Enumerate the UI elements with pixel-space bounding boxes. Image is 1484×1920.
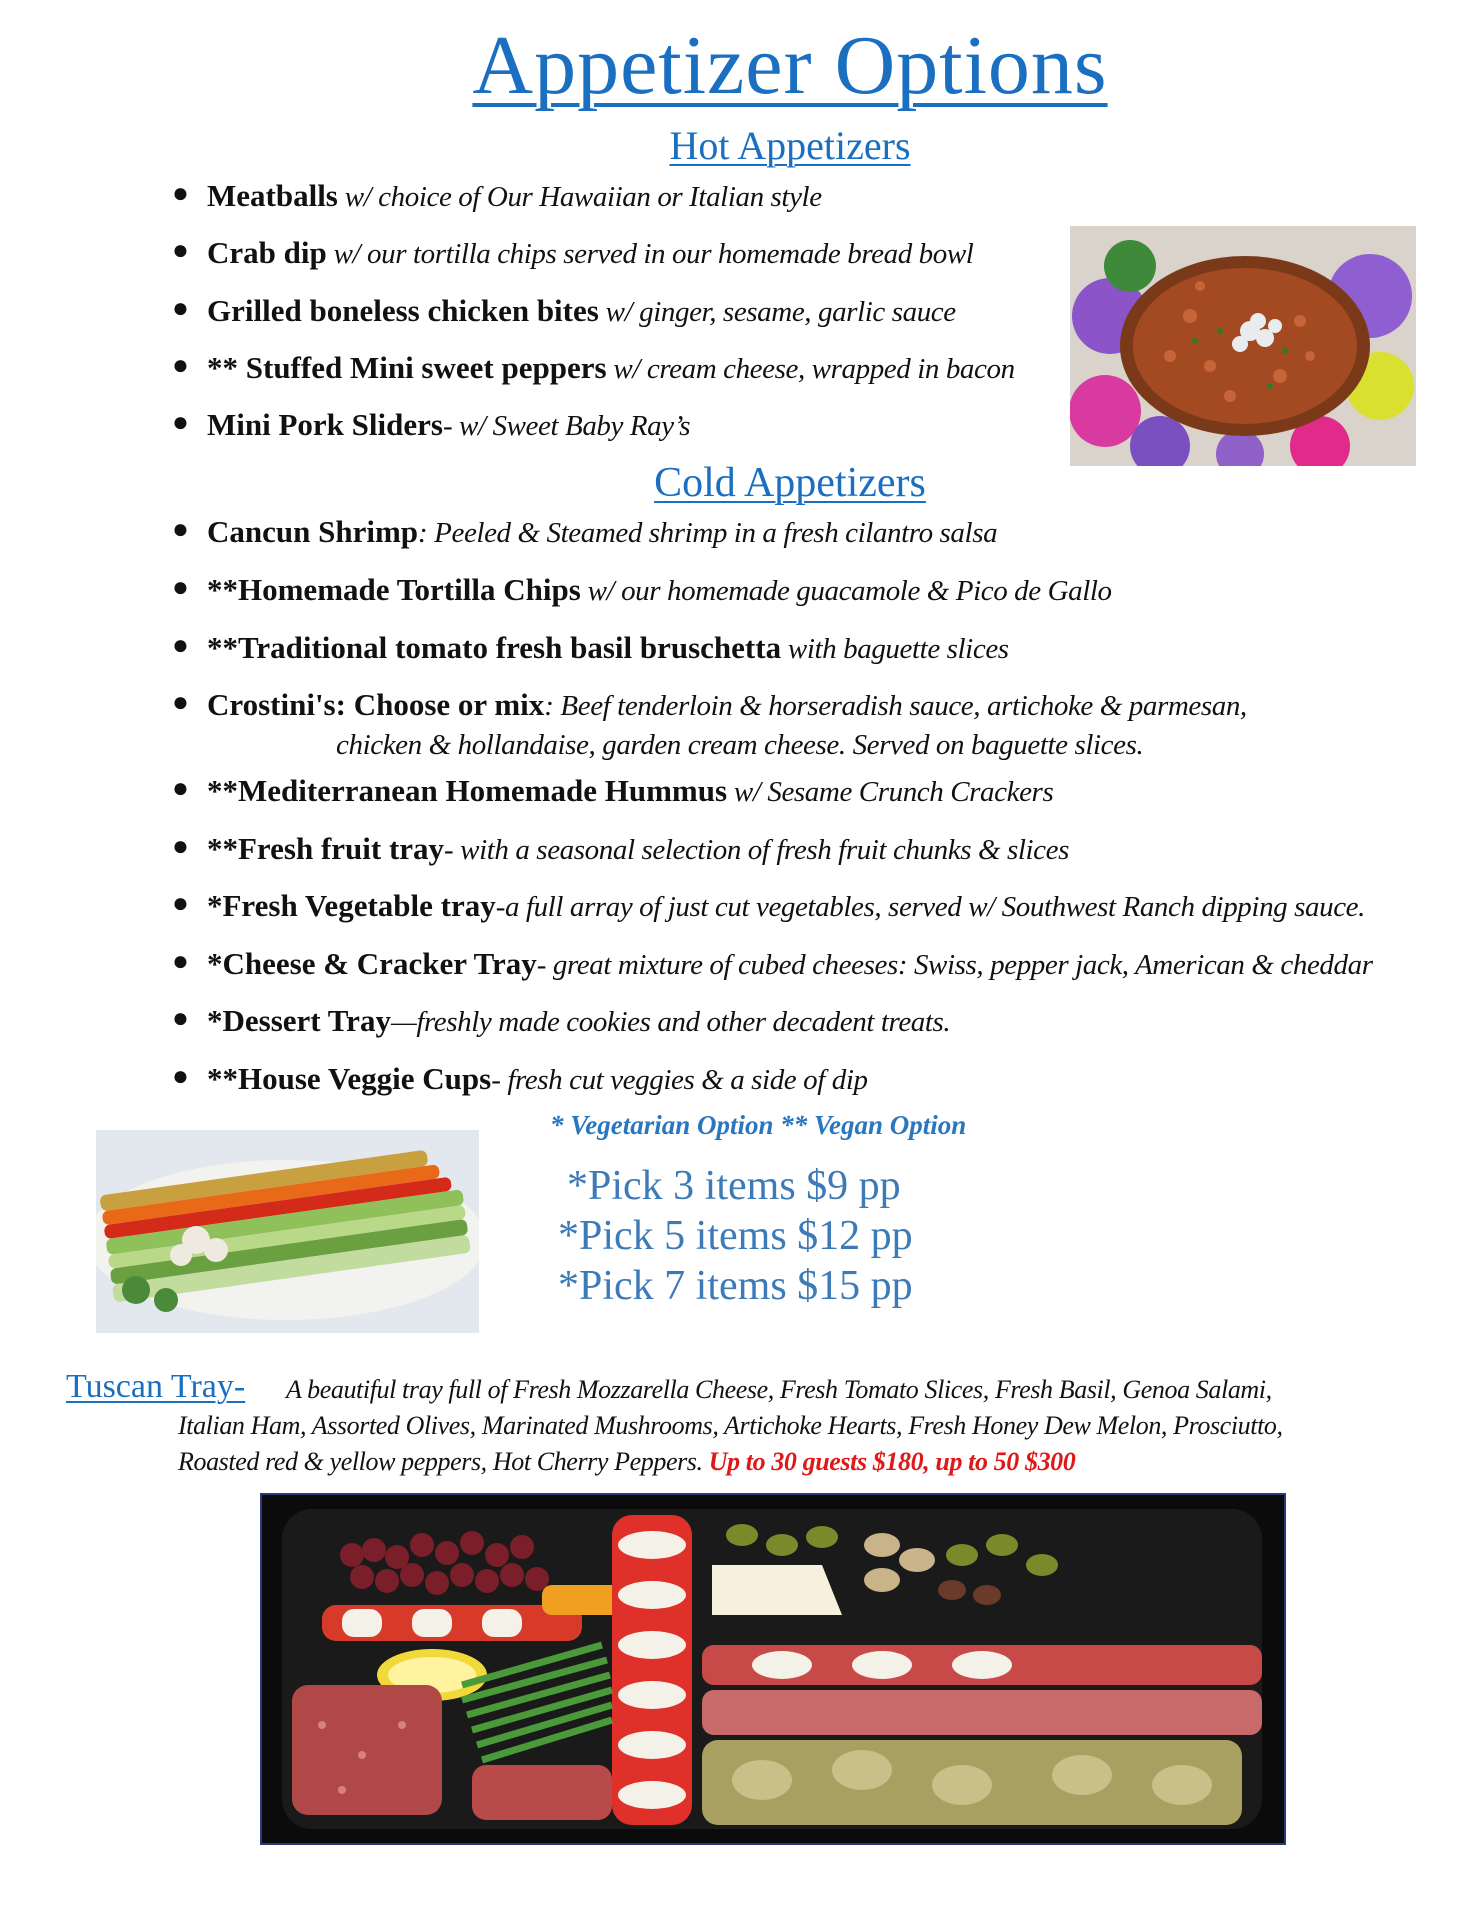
list-item-continuation: chicken & hollandaise, garden cream cheese. Served on baguette slices. — [336, 729, 1144, 761]
dietary-legend: * Vegetarian Option ** Vegan Option — [550, 1110, 967, 1140]
bullet-icon: ● — [172, 687, 189, 718]
page-title: Appetizer Options — [472, 19, 1108, 112]
tuscan-tray-description: Roasted red & yellow peppers, Hot Cherry Peppers. Up to 30 guests $180, up to 50 $300 — [178, 1447, 1076, 1476]
tuscan-tray-photo — [260, 1493, 1286, 1845]
tuscan-tray-description: A beautiful tray full of Fresh Mozzarella Cheese, Fresh Tomato Slices, Fresh Basil, Genoa Salami, — [286, 1375, 1272, 1404]
cold-appetizers-heading: Cold Appetizers — [654, 460, 926, 506]
bullet-icon: ● — [172, 1061, 189, 1092]
bullet-icon: ● — [172, 514, 189, 545]
tuscan-tray-price: Up to 30 guests $180, up to 50 $300 — [708, 1447, 1076, 1476]
bullet-icon: ● — [172, 293, 189, 324]
bullet-icon: ● — [172, 773, 189, 804]
bullet-icon: ● — [172, 630, 189, 661]
tuscan-tray-heading: Tuscan Tray- — [66, 1368, 246, 1405]
bullet-icon: ● — [172, 407, 189, 438]
bullet-icon: ● — [172, 888, 189, 919]
bullet-icon: ● — [172, 572, 189, 603]
tuscan-tray-description: Italian Ham, Assorted Olives, Marinated Mushrooms, Artichoke Hearts, Fresh Honey Dew Melon, Prosciutto, — [178, 1411, 1283, 1440]
vegetable-tray-photo — [96, 1130, 479, 1333]
bullet-icon: ● — [172, 350, 189, 381]
pricing-tier: *Pick 3 items $9 pp — [567, 1163, 901, 1209]
bullet-icon: ● — [172, 178, 189, 209]
bullet-icon: ● — [172, 831, 189, 862]
bullet-icon: ● — [172, 946, 189, 977]
hot-appetizers-heading: Hot Appetizers — [669, 123, 911, 168]
pricing-tier: *Pick 5 items $12 pp — [558, 1213, 913, 1259]
bullet-icon: ● — [172, 235, 189, 266]
shrimp-salsa-photo — [1070, 226, 1416, 466]
bullet-icon: ● — [172, 1003, 189, 1034]
pricing-tier: *Pick 7 items $15 pp — [558, 1263, 913, 1309]
